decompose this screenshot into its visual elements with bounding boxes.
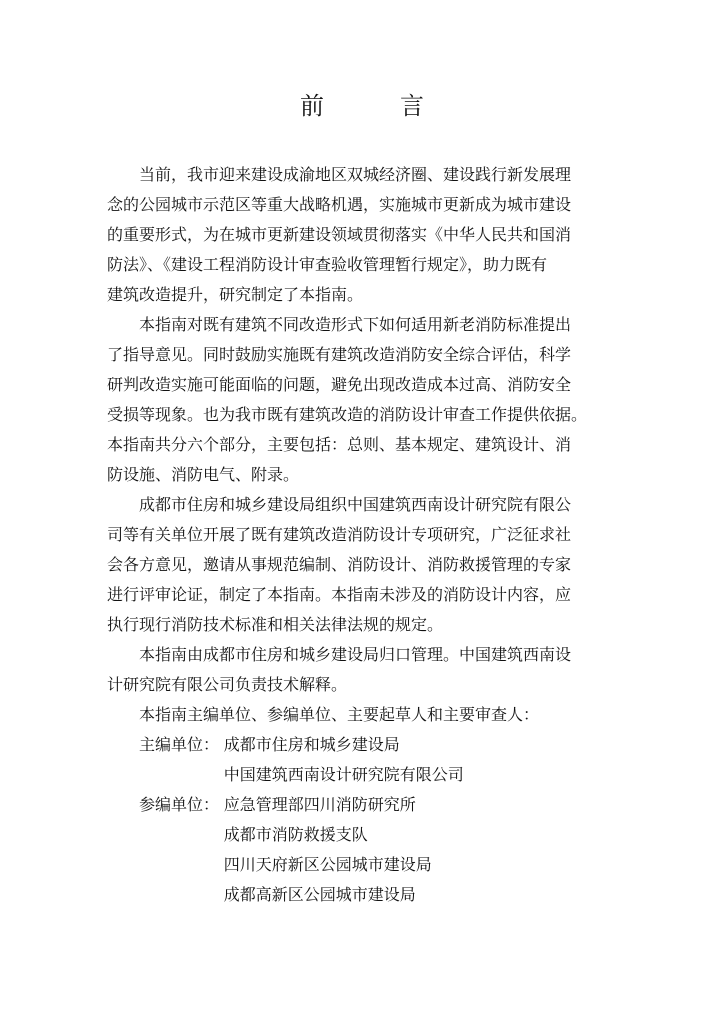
- document-body: [107, 160, 615, 910]
- participating-unit-item: 应急管理部四川消防研究所: [223, 795, 416, 814]
- paragraph-line: 受损等现象。也为我市既有建筑改造的消防设计审查工作提供依据。: [107, 405, 588, 424]
- paragraph-line: 防法》、《建设工程消防设计审查验收管理暂行规定》，助力既有: [107, 255, 548, 274]
- paragraph-line: 当前，我市迎来建设成渝地区双城经济圈、建设践行新发展理: [139, 165, 572, 184]
- paragraph-line: 建筑改造提升，研究制定了本指南。: [107, 285, 364, 304]
- paragraph-line: 本指南共分六个部分，主要包括：总则、基本规定、建筑设计、消: [107, 435, 572, 454]
- participating-unit-item: 四川天府新区公园城市建设局: [223, 855, 432, 874]
- paragraph-line: 执行现行消防技术标准和相关法律法规的规定。: [107, 615, 444, 634]
- chief-units-label: 主编单位：: [139, 735, 220, 754]
- participating-unit-item: 成都市消防救援支队: [223, 825, 368, 844]
- paragraph-line: 研判改造实施可能面临的问题，避免出现改造成本过高、消防安全: [107, 375, 572, 394]
- paragraph-line: 念的公园城市示范区等重大战略机遇，实施城市更新成为城市建设: [107, 195, 572, 214]
- paragraph-management: [107, 640, 615, 700]
- paragraph-line: 会各方意见，邀请从事规范编制、消防设计、消防救援管理的专家: [107, 555, 572, 574]
- paragraph-line: 本指南由成都市住房和城乡建设局归口管理。中国建筑西南设: [139, 645, 572, 664]
- paragraph-line: 本指南对既有建筑不同改造形式下如何适用新老消防标准提出: [139, 315, 572, 334]
- paragraph-line: 成都市住房和城乡建设局组织中国建筑西南设计研究院有限公: [139, 495, 572, 514]
- paragraph-units-intro: [107, 700, 615, 730]
- paragraph-intro: [107, 160, 615, 310]
- page-title: 前 言: [300, 92, 450, 120]
- paragraph-scope: [107, 310, 615, 490]
- participating-units-label: 参编单位：: [139, 795, 220, 814]
- paragraph-line: 计研究院有限公司负责技术解释。: [107, 675, 348, 694]
- paragraph-line: 进行评审论证，制定了本指南。本指南未涉及的消防设计内容，应: [107, 585, 572, 604]
- paragraph-line: 防设施、消防电气、附录。: [107, 465, 300, 484]
- chief-units-row: [107, 730, 615, 760]
- paragraph-line: 了指导意见。同时鼓励实施既有建筑改造消防安全综合评估，科学: [107, 345, 572, 364]
- paragraph-line: 司等有关单位开展了既有建筑改造消防设计专项研究，广泛征求社: [107, 525, 572, 544]
- paragraph-research: [107, 490, 615, 640]
- paragraph-line: 本指南主编单位、参编单位、主要起草人和主要审查人：: [139, 705, 540, 724]
- chief-unit-item: 中国建筑西南设计研究院有限公司: [223, 765, 464, 784]
- paragraph-line: 的重要形式，为在城市更新建设领域贯彻落实《中华人民共和国消: [107, 225, 572, 244]
- chief-unit-item: 成都市住房和城乡建设局: [223, 735, 400, 754]
- participating-units-row: [107, 790, 615, 820]
- participating-unit-item: 成都高新区公园城市建设局: [223, 885, 416, 904]
